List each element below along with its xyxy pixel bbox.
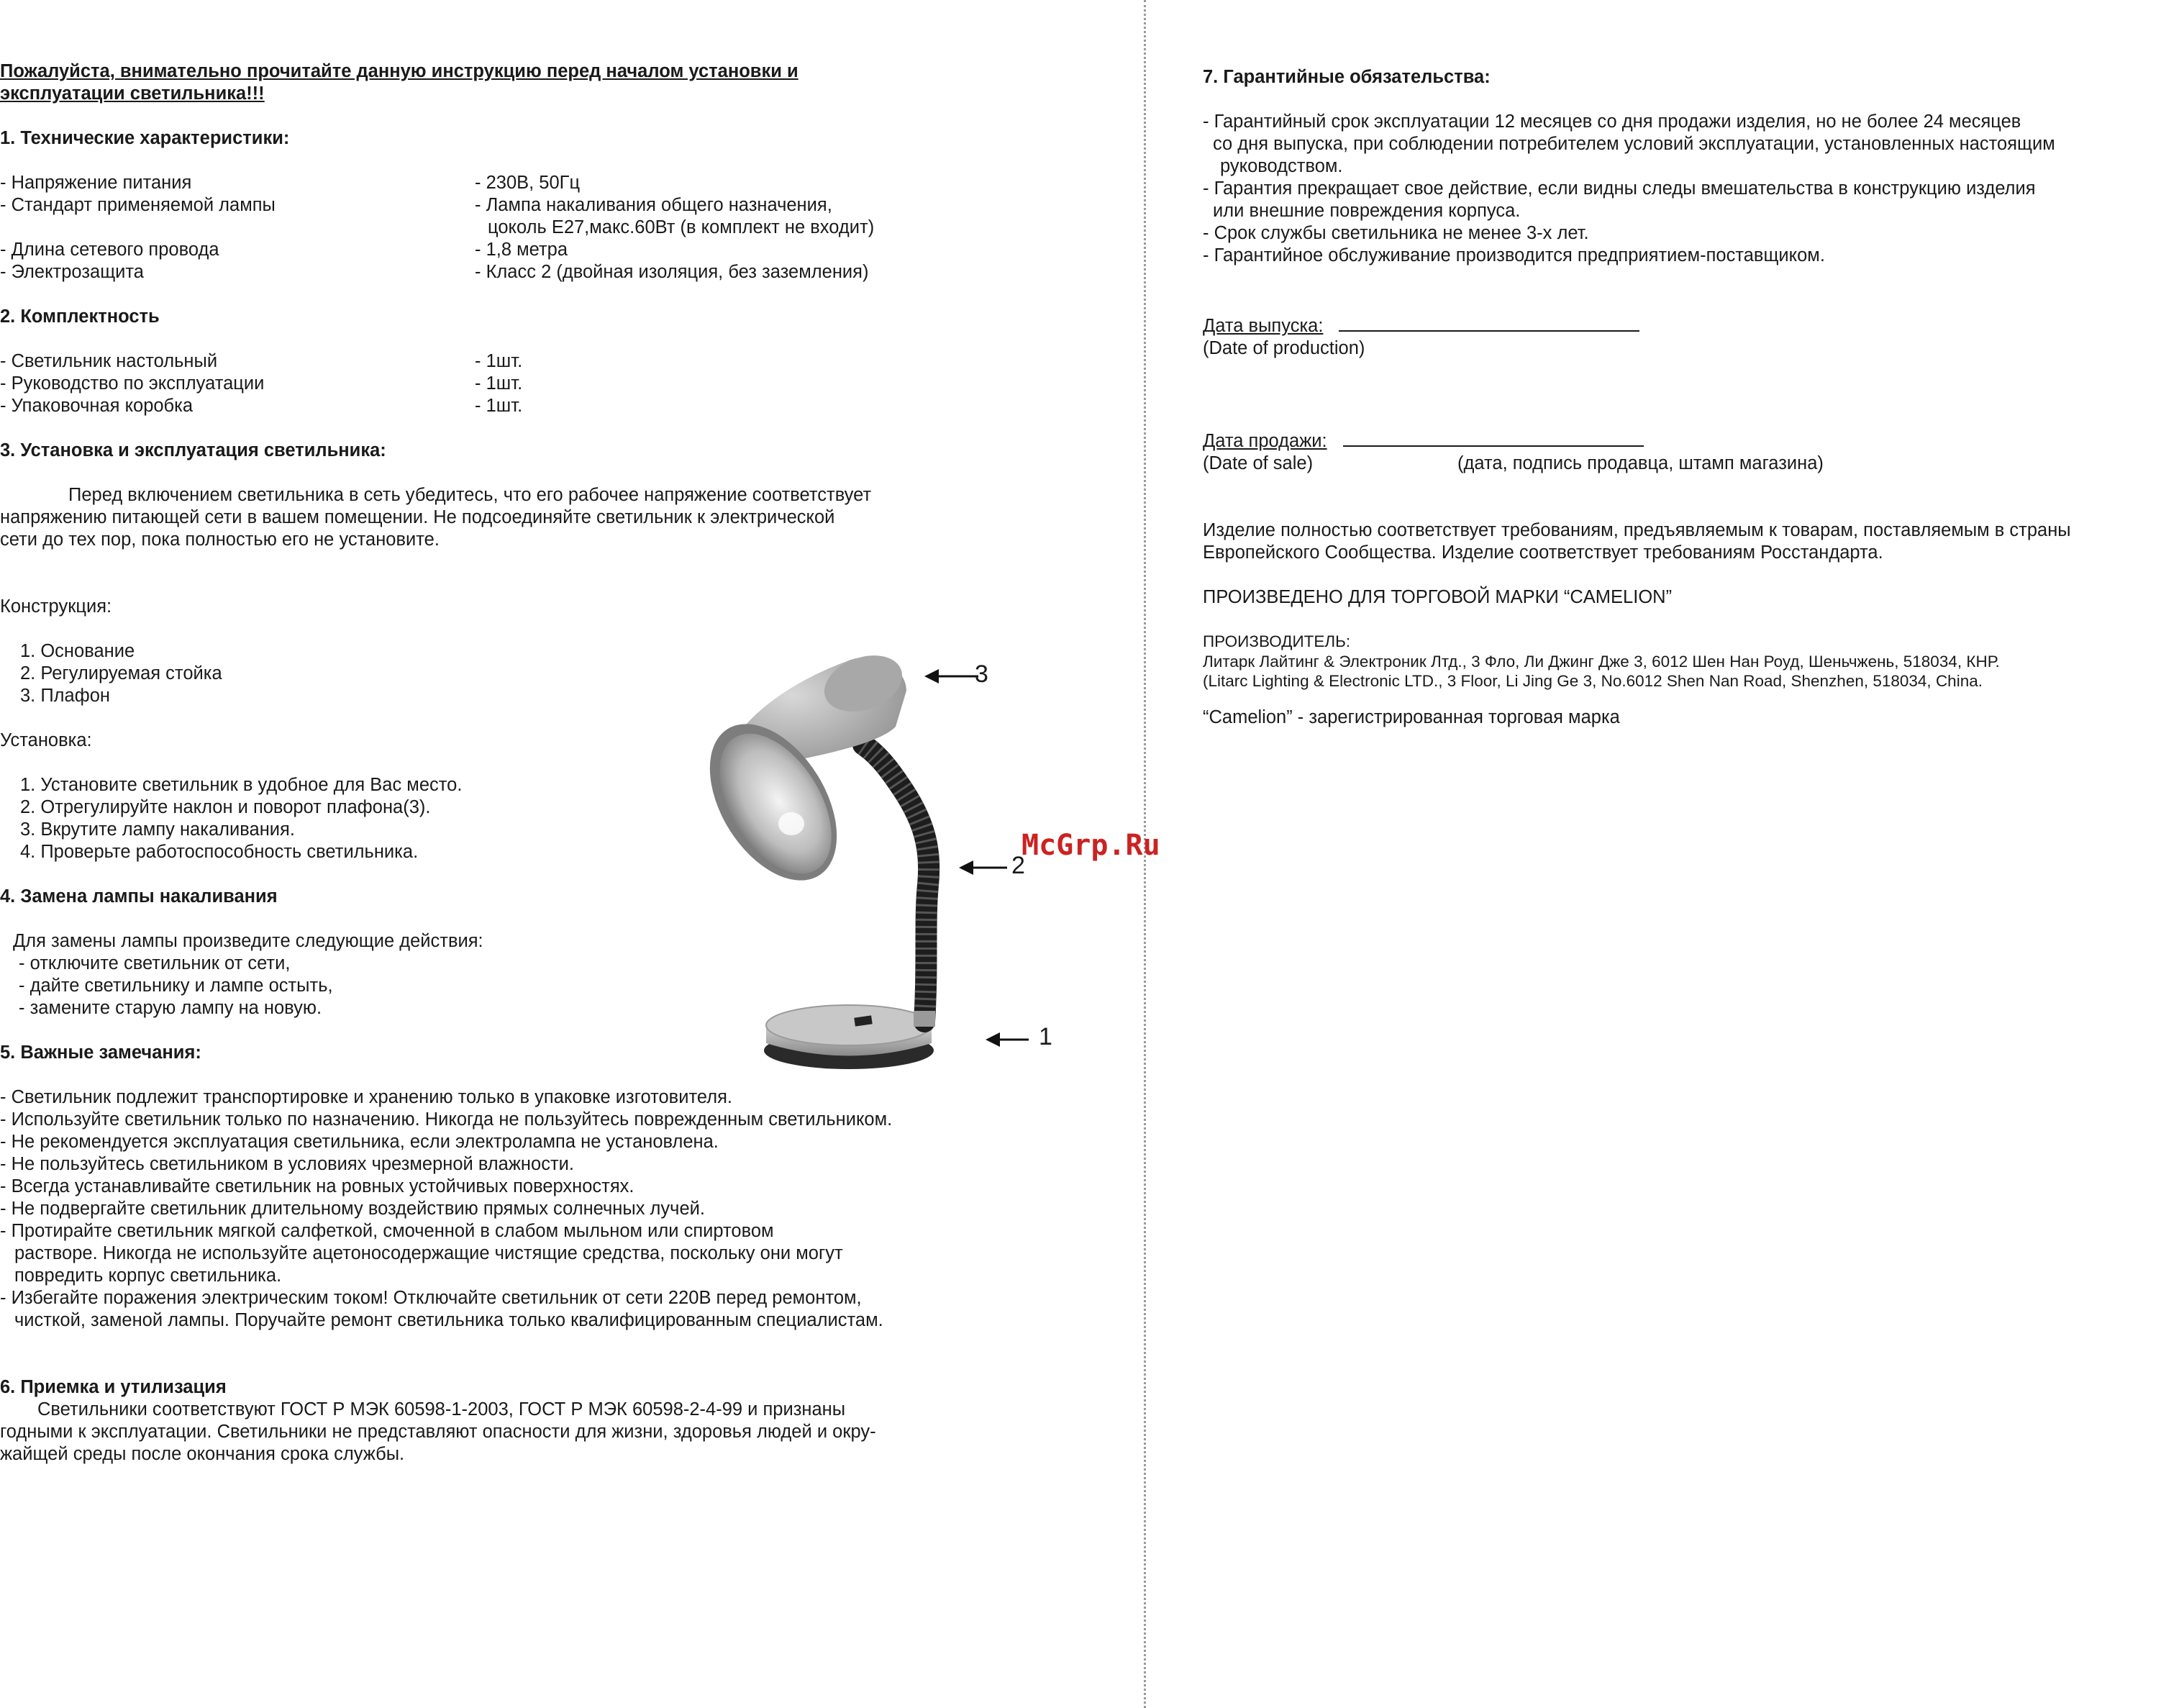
base-top	[766, 1005, 932, 1045]
compliance-line: Европейского Сообщества. Изделие соответствует требованиям Росстандарта.	[1203, 542, 1883, 563]
warranty-line: руководством.	[1220, 156, 1343, 176]
kit-value: - 1шт.	[475, 351, 523, 371]
note-line: повредить корпус светильника.	[14, 1266, 282, 1286]
warranty-line: - Гарантийное обслуживание производится предприятием-поставщиком.	[1203, 245, 1825, 265]
callout-2: 2	[1011, 852, 1025, 879]
tech-specs-table	[0, 172, 1122, 283]
section-tech-title: 1. Технические характеристики:	[0, 128, 290, 148]
tech-value: - Лампа накаливания общего назначения,	[475, 195, 832, 215]
production-date-row	[1203, 312, 2184, 337]
note-line: - Не подвергайте светильник длительному воздействию прямых солнечных лучей.	[0, 1199, 705, 1219]
production-date-label: Дата выпуска:	[1203, 316, 1324, 336]
production-date-field	[1339, 312, 1639, 332]
list-item: 3. Плафон	[20, 686, 110, 706]
manufacturer-en: (Litarc Lighting & Electronic LTD., 3 Floor, Li Jing Ge 3, No.6012 Shen Nan Road, Shenzhen, 518034, China.	[1203, 672, 1983, 690]
list-item: 2. Отрегулируйте наклон и поворот плафона(3).	[20, 797, 431, 817]
note-line: чисткой, заменой лампы. Поручайте ремонт светильника только квалифицированным специалистам.	[14, 1310, 883, 1330]
warranty-line: со дня выпуска, при соблюдении потребителем условий эксплуатации, установленных настоящим	[1213, 134, 2055, 154]
disposal-line: Светильники соответствуют ГОСТ Р МЭК 60598-1-2003, ГОСТ Р МЭК 60598-2-4-99 и признаны	[37, 1399, 846, 1419]
list-item: 1. Установите светильник в удобное для Вас место.	[20, 775, 463, 795]
list-item: 3. Вкрутите лампу накаливания.	[20, 819, 295, 840]
section-replace-title: 4. Замена лампы накаливания	[0, 886, 278, 907]
list-item: 2. Регулируемая стойка	[20, 663, 222, 683]
arrow-3-head	[924, 669, 939, 683]
list-item: 4. Проверьте работоспособность светильника.	[20, 842, 419, 862]
note-line: - Избегайте поражения электрическим током! Отключайте светильник от сети 220В перед ремонтом,	[0, 1288, 862, 1308]
arrow-2-head	[959, 860, 973, 875]
section-warranty-title: 7. Гарантийные обязательства:	[1203, 67, 1491, 87]
trademark-note: “Camelion” - зарегистрированная торговая марка	[1203, 707, 1620, 727]
disposal-line: жайщей среды после окончания срока службы.	[0, 1444, 405, 1464]
tech-value: - Класс 2 (двойная изоляция, без заземления)	[475, 262, 869, 282]
tech-label	[0, 217, 475, 239]
list-item: - отключите светильник от сети,	[19, 953, 291, 973]
install-para-line: напряжению питающей сети в вашем помещении. Не подсоединяйте светильник к электрической	[0, 507, 835, 527]
section-install-title: 3. Установка и эксплуатация светильника:	[0, 440, 386, 460]
tech-label: - Длина сетевого провода	[0, 240, 219, 260]
note-line: - Не пользуйтесь светильником в условиях чрезмерной влажности.	[0, 1154, 574, 1174]
right-column	[1203, 66, 2184, 729]
kit-label: - Светильник настольный	[0, 351, 218, 371]
sale-date-field	[1343, 427, 1644, 447]
kit-value: - 1шт.	[475, 373, 523, 394]
intro-warning-line-1: Пожалуйста, внимательно прочитайте данную инструкцию перед началом установки и	[0, 61, 798, 81]
install-para-line: Перед включением светильника в сеть убедитесь, что его рабочее напряжение соответствует	[68, 485, 872, 505]
production-date-en: (Date of production)	[1203, 338, 1365, 358]
disposal-line: годными к эксплуатации. Светильники не представляют опасности для жизни, здоровья людей и окру-	[0, 1422, 876, 1442]
stand-collar	[914, 1011, 935, 1027]
bulb-socket	[778, 812, 804, 835]
section-disposal-title: 6. Приемка и утилизация	[0, 1377, 227, 1397]
install-para-line: сети до тех пор, пока полностью его не установите.	[0, 530, 440, 550]
list-item: - дайте светильнику и лампе остыть,	[19, 976, 333, 996]
kit-value: - 1шт.	[475, 396, 523, 416]
sale-date-row	[1203, 427, 2184, 453]
watermark: McGrp.Ru	[1022, 829, 1160, 862]
setup-label: Установка:	[0, 730, 92, 750]
list-item: - замените старую лампу на новую.	[19, 998, 322, 1018]
sale-date-label: Дата продажи:	[1203, 431, 1327, 451]
callout-1: 1	[1039, 1023, 1052, 1050]
compliance-line: Изделие полностью соответствует требованиям, предъявляемым к товарам, поставляемым в страны	[1203, 520, 2071, 540]
intro-warning-line-2: эксплуатации светильника!!!	[0, 83, 265, 104]
kit-label: - Руководство по эксплуатации	[0, 373, 265, 394]
replace-lead: Для замены лампы произведите следующие действия:	[13, 931, 483, 951]
note-line: - Светильник подлежит транспортировке и хранению только в упаковке изготовителя.	[0, 1087, 732, 1107]
kit-label: - Упаковочная коробка	[0, 396, 194, 416]
tech-label: - Напряжение питания	[0, 173, 192, 193]
sale-date-hint: (дата, подпись продавца, штамп магазина)	[1457, 453, 1824, 473]
warranty-line: - Гарантийный срок эксплуатации 12 месяцев со дня продажи изделия, но не более 24 месяцев	[1203, 112, 2021, 132]
tech-value: цоколь Е27,макс.60Вт (в комплект не входит)	[488, 217, 875, 237]
manufacturer-label: ПРОИЗВОДИТЕЛЬ:	[1203, 632, 1351, 650]
notes-list	[0, 1086, 1122, 1332]
tech-label: - Электрозащита	[0, 262, 144, 282]
section-kit-title: 2. Комплектность	[0, 306, 160, 327]
manufacturer-ru: Литарк Лайтинг & Электроник Лтд., 3 Фло, Ли Джинг Дже 3, 6012 Шен Нан Роуд, Шеньчжень, 518034, КНР.	[1203, 653, 2000, 671]
note-line: - Не рекомендуется эксплуатация светильника, если электролампа не установлена.	[0, 1132, 719, 1152]
arrow-1-head	[986, 1032, 1000, 1047]
warranty-line: - Гарантия прекращает свое действие, если видны следы вмешательства в конструкцию изделия	[1203, 178, 2036, 199]
note-line: растворе. Никогда не используйте ацетоносодержащие чистящие средства, поскольку они могут	[14, 1243, 843, 1263]
note-line: - Используйте светильник только по назначению. Никогда не пользуйтесь поврежденным светильником.	[0, 1109, 893, 1130]
tech-value: - 1,8 метра	[475, 240, 568, 260]
sale-date-en: (Date of sale)	[1203, 453, 1314, 473]
brand-made: ПРОИЗВЕДЕНО ДЛЯ ТОРГОВОЙ МАРКИ “CAMELION”	[1203, 587, 1673, 607]
warranty-line: или внешние повреждения корпуса.	[1213, 201, 1521, 221]
callout-3: 3	[975, 660, 988, 688]
construction-label: Конструкция:	[0, 596, 112, 617]
note-line: - Протирайте светильник мягкой салфеткой, смоченной в слабом мыльном или спиртовом	[0, 1221, 774, 1241]
kit-table	[0, 350, 1122, 417]
list-item: 1. Основание	[20, 641, 135, 661]
warranty-line: - Срок службы светильника не менее 3-х лет.	[1203, 223, 1589, 243]
tech-label: - Стандарт применяемой лампы	[0, 195, 276, 215]
sale-date-en-row	[1203, 453, 2184, 475]
tech-value: - 230В, 50Гц	[475, 173, 581, 193]
section-notes-title: 5. Важные замечания:	[0, 1042, 201, 1063]
note-line: - Всегда устанавливайте светильник на ровных устойчивых поверхностях.	[0, 1176, 634, 1196]
